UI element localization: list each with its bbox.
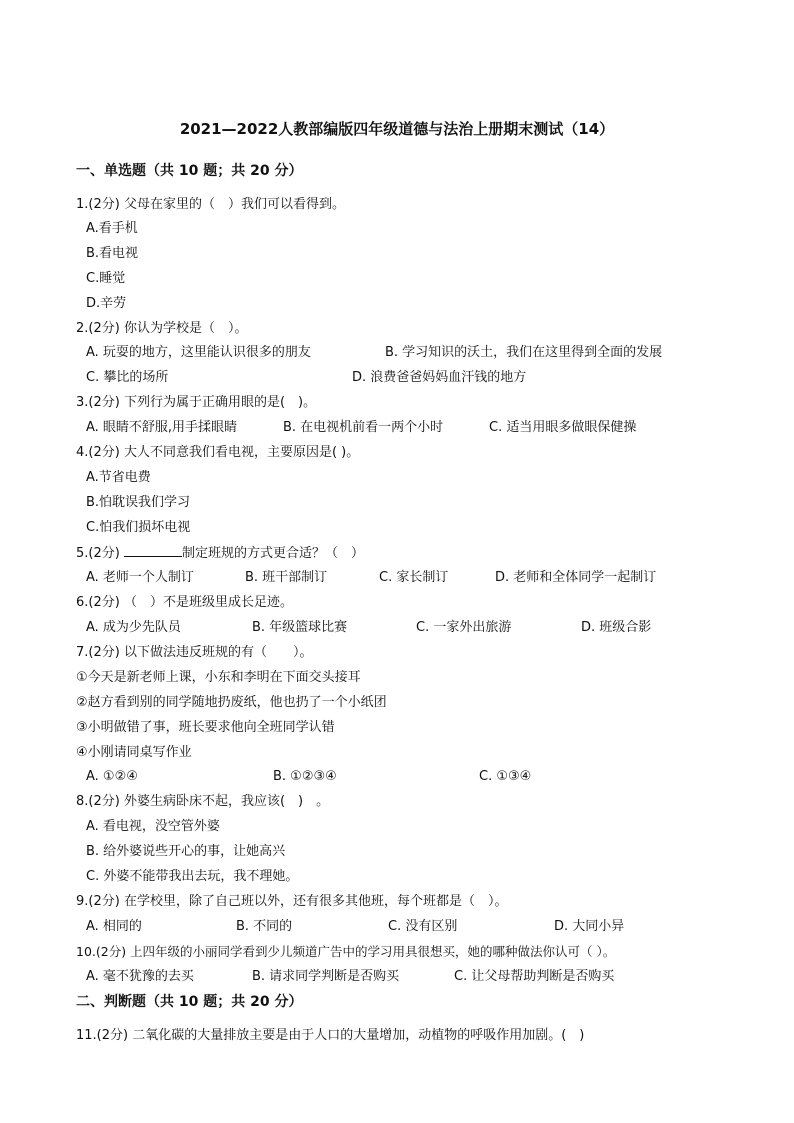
question-7-statement-4: ④小刚请同桌写作业	[76, 745, 192, 760]
question-11-stem: 11.(2分) 二氧化碳的大量排放主要是由于人口的大量增加，动植物的呼吸作用加剧。( )	[76, 1028, 585, 1043]
question-2-option-b: B. 学习知识的沃土，我们在这里得到全面的发展	[385, 345, 663, 360]
question-4-option-b: B.怕耽误我们学习	[86, 495, 191, 510]
question-7-statement-2: ②赵方看到别的同学随地扔废纸，他也扔了一个小纸团	[76, 695, 387, 710]
question-10-option-c: C. 让父母帮助判断是否购买	[454, 969, 615, 984]
question-5-text: 制定班规的方式更合适？（ ）	[181, 546, 364, 561]
question-3-option-a: A. 眼睛不舒服,用手揉眼睛	[86, 420, 238, 435]
question-9-stem: 9.(2分) 在学校里，除了自己班以外，还有很多其他班，每个班都是（ ）。	[76, 894, 508, 909]
question-8-option-b: B. 给外婆说些开心的事，让她高兴	[86, 844, 286, 859]
question-3-option-c: C. 适当用眼多做眼保健操	[489, 420, 637, 435]
question-8-option-a: A. 看电视，没空管外婆	[86, 819, 220, 834]
question-4-option-a: A.节省电费	[86, 470, 151, 485]
question-2-option-c: C. 攀比的场所	[86, 370, 169, 385]
question-5-number: 5.(2分)	[76, 546, 120, 561]
question-7-statement-3: ③小明做错了事，班长要求他向全班同学认错	[76, 720, 335, 735]
question-1-option-a: A.看手机	[86, 221, 138, 236]
question-1-option-b: B.看电视	[86, 246, 139, 261]
question-1-option-d: D.辛劳	[86, 296, 127, 311]
question-10-stem: 10.(2分) 上四年级的小丽同学看到少儿频道广告中的学习用具很想买，她的哪种做法你认可（ ）。	[76, 944, 616, 959]
question-9-option-b: B. 不同的	[236, 919, 293, 934]
question-9-option-c: C. 没有区别	[388, 919, 458, 934]
question-10-option-a: A. 毫不犹豫的去买	[86, 969, 194, 984]
question-6-option-d: D. 班级合影	[581, 620, 652, 635]
question-7-statement-1: ①今天是新老师上课，小东和李明在下面交头接耳	[76, 670, 361, 685]
question-7-option-a: A. ①②④	[86, 769, 138, 784]
question-9-option-a: A. 相同的	[86, 919, 142, 934]
question-4-option-c: C.怕我们损坏电视	[86, 520, 191, 535]
question-3-stem: 3.(2分) 下列行为属于正确用眼的是( )。	[76, 395, 317, 410]
question-10-option-b: B. 请求同学判断是否购买	[252, 969, 400, 984]
question-3-option-b: B. 在电视机前看一两个小时	[283, 420, 444, 435]
section-heading-true-false: 二、判断题（共 10 题；共 20 分）	[76, 994, 303, 1010]
question-2-option-d: D. 浪费爸爸妈妈血汗钱的地方	[352, 370, 527, 385]
question-7-option-c: C. ①③④	[479, 769, 532, 784]
question-9-option-d: D. 大同小异	[554, 919, 625, 934]
page-title: 2021—2022人教部编版四年级道德与法治上册期末测试（14）	[179, 120, 615, 138]
question-1-option-c: C.睡觉	[86, 271, 126, 286]
question-5-option-b: B. 班干部制订	[245, 570, 328, 585]
question-6-stem: 6.(2分) （ ）不是班级里成长足迹。	[76, 595, 293, 610]
question-5-blank	[124, 544, 182, 557]
question-6-option-c: C. 一家外出旅游	[416, 620, 512, 635]
question-4-stem: 4.(2分) 大人不同意我们看电视，主要原因是( )。	[76, 445, 360, 460]
question-2-option-a: A. 玩耍的地方，这里能认识很多的朋友	[86, 345, 311, 360]
question-5-stem	[76, 544, 364, 563]
question-8-option-c: C. 外婆不能带我出去玩，我不理她。	[86, 869, 299, 884]
question-6-option-b: B. 年级篮球比赛	[252, 620, 348, 635]
question-6-option-a: A. 成为少先队员	[86, 620, 181, 635]
section-heading-single-choice: 一、单选题（共 10 题；共 20 分）	[76, 163, 303, 179]
question-2-stem: 2.(2分) 你认为学校是（ ）。	[76, 321, 248, 336]
question-7-option-b: B. ①②③④	[273, 769, 337, 784]
question-1-stem: 1.(2分) 父母在家里的（ ）我们可以看得到。	[76, 197, 345, 212]
question-5-option-c: C. 家长制订	[379, 570, 449, 585]
question-7-stem: 7.(2分) 以下做法违反班规的有（ ）。	[76, 645, 313, 660]
question-5-option-a: A. 老师一个人制订	[86, 570, 194, 585]
question-5-option-d: D. 老师和全体同学一起制订	[495, 570, 657, 585]
question-8-stem: 8.(2分) 外婆生病卧床不起，我应该( ) 。	[76, 794, 330, 809]
